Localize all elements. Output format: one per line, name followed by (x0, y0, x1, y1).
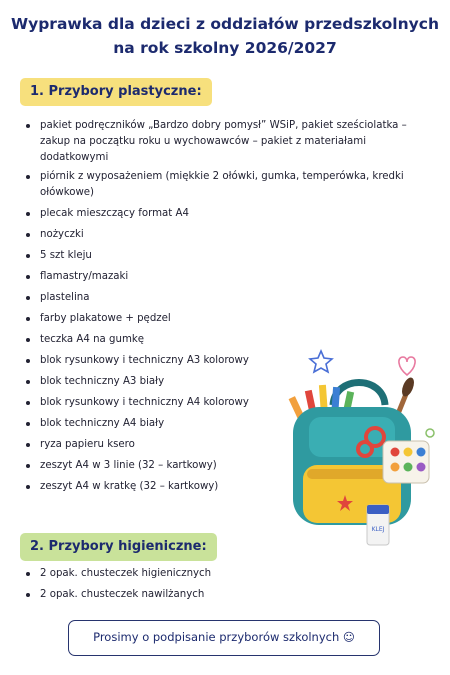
list-item: blok techniczny A3 biały (22, 374, 412, 390)
school-backpack-illustration (275, 345, 445, 555)
list-item: blok rysunkowy i techniczny A4 kolorowy (22, 395, 412, 411)
list-item: plecak mieszczący format A4 (22, 206, 412, 222)
paint-palette-icon (383, 441, 429, 483)
list-item: zeszyt A4 w kratkę (32 – kartkowy) (22, 479, 412, 495)
footer-note-box: Prosimy o podpisanie przyborów szkolnych ☺ (68, 620, 380, 656)
list-item: flamastry/mazaki (22, 269, 412, 285)
list-item: nożyczki (22, 227, 412, 243)
section-heading-hygiene-supplies: 2. Przybory higieniczne: (20, 533, 217, 561)
list-item: piórnik z wyposażeniem (miękkie 2 ołówki, gumka, temperówka, kredki ołówkowe) (22, 169, 412, 201)
list-item: blok techniczny A4 biały (22, 416, 412, 432)
glue-label: KLEJ (371, 526, 385, 533)
title-line-2: na rok szkolny 2026/2027 (113, 39, 337, 57)
list-item: teczka A4 na gumkę (22, 332, 412, 348)
star-icon (310, 351, 332, 372)
section-heading-art-supplies: 1. Przybory plastyczne: (20, 78, 212, 106)
list-item: 2 opak. chusteczek higienicznych (22, 566, 322, 582)
list-item: 2 opak. chusteczek nawilżanych (22, 587, 322, 603)
list-item: ryza papieru ksero (22, 437, 412, 453)
swirl-icon (426, 429, 434, 437)
list-item: blok rysunkowy i techniczny A3 kolorowy (22, 353, 412, 369)
list-item: plastelina (22, 290, 412, 306)
title-line-1: Wyprawka dla dzieci z oddziałów przedszkolnych (11, 15, 439, 33)
list-item: zeszyt A4 w 3 linie (32 – kartkowy) (22, 458, 412, 474)
hygiene-supplies-list (22, 566, 322, 603)
list-item: pakiet podręczników „Bardzo dobry pomysł” WSiP, pakiet sześciolatka – zakup na początku roku u wychowawców – pakiet z materiałami dodatkowymi (22, 118, 412, 166)
list-item: farby plakatowe + pędzel (22, 311, 412, 327)
list-item: 5 szt kleju (22, 248, 412, 264)
page-title (0, 12, 450, 60)
heart-icon (399, 357, 415, 375)
